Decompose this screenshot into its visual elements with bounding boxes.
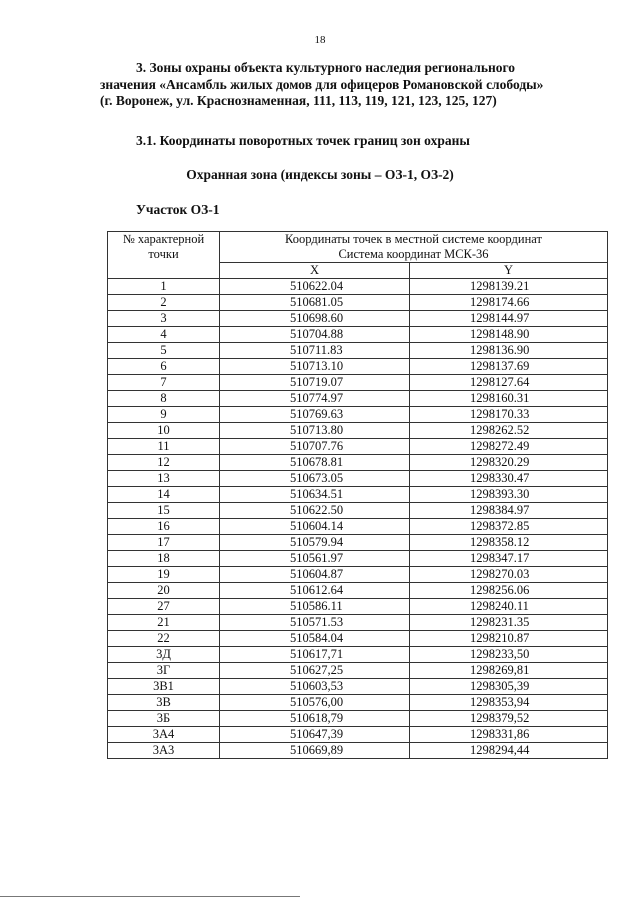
x-coordinate-cell: 510704.88: [220, 327, 410, 343]
x-coordinate-cell: 510713.80: [220, 423, 410, 439]
table-body: [108, 279, 608, 759]
point-number-cell: 14: [108, 487, 220, 503]
table-row: [108, 279, 608, 295]
point-number-cell: 15: [108, 503, 220, 519]
y-coordinate-cell: 1298262.52: [410, 423, 608, 439]
point-number-cell: 7: [108, 375, 220, 391]
header-x: X: [220, 263, 410, 279]
table-row: [108, 503, 608, 519]
x-coordinate-cell: 510647,39: [220, 727, 410, 743]
x-coordinate-cell: 510774.97: [220, 391, 410, 407]
y-coordinate-cell: 1298231.35: [410, 615, 608, 631]
x-coordinate-cell: 510584.04: [220, 631, 410, 647]
y-coordinate-cell: 1298170.33: [410, 407, 608, 423]
header-coordinates-line-1: Координаты точек в местной системе координат: [285, 232, 542, 246]
header-y: Y: [410, 263, 608, 279]
table-row: [108, 423, 608, 439]
y-coordinate-cell: 1298139.21: [410, 279, 608, 295]
y-coordinate-cell: 1298320.29: [410, 455, 608, 471]
point-number-cell: 13: [108, 471, 220, 487]
x-coordinate-cell: 510669,89: [220, 743, 410, 759]
point-number-cell: 3В: [108, 695, 220, 711]
table-row: [108, 631, 608, 647]
header-coordinates-line-2: Система координат МСК-36: [338, 247, 489, 261]
point-number-cell: 4: [108, 327, 220, 343]
table-row: [108, 519, 608, 535]
x-coordinate-cell: 510673.05: [220, 471, 410, 487]
point-number-cell: 9: [108, 407, 220, 423]
y-coordinate-cell: 1298233,50: [410, 647, 608, 663]
x-coordinate-cell: 510711.83: [220, 343, 410, 359]
point-number-cell: 5: [108, 343, 220, 359]
x-coordinate-cell: 510618,79: [220, 711, 410, 727]
y-coordinate-cell: 1298272.49: [410, 439, 608, 455]
y-coordinate-cell: 1298270.03: [410, 567, 608, 583]
y-coordinate-cell: 1298358.12: [410, 535, 608, 551]
point-number-cell: 18: [108, 551, 220, 567]
heading-line-3: (г. Воронеж, ул. Краснознаменная, 111, 113, 119, 121, 123, 125, 127): [100, 93, 497, 108]
x-coordinate-cell: 510707.76: [220, 439, 410, 455]
table-row: [108, 327, 608, 343]
y-coordinate-cell: 1298148.90: [410, 327, 608, 343]
table-row: [108, 439, 608, 455]
y-coordinate-cell: 1298330.47: [410, 471, 608, 487]
table-row: [108, 663, 608, 679]
table-row: [108, 455, 608, 471]
table-row: [108, 679, 608, 695]
point-number-cell: 3Г: [108, 663, 220, 679]
table-row: [108, 343, 608, 359]
x-coordinate-cell: 510612.64: [220, 583, 410, 599]
y-coordinate-cell: 1298347.17: [410, 551, 608, 567]
page-number: 18: [314, 34, 326, 46]
table-row: [108, 583, 608, 599]
table-row: [108, 551, 608, 567]
subsection-heading: 3.1. Координаты поворотных точек границ зон охраны: [136, 133, 470, 148]
x-coordinate-cell: 510617,71: [220, 647, 410, 663]
heading-line-2: значения «Ансамбль жилых домов для офицеров Романовской слободы»: [100, 76, 544, 92]
footer-rule: [0, 896, 300, 897]
header-coordinates: [220, 232, 608, 263]
point-number-cell: 3Б: [108, 711, 220, 727]
table-row: [108, 471, 608, 487]
coordinates-table: [107, 231, 608, 759]
table-row: [108, 695, 608, 711]
y-coordinate-cell: 1298144.97: [410, 311, 608, 327]
x-coordinate-cell: 510604.14: [220, 519, 410, 535]
section-heading: [100, 60, 620, 110]
table-row: [108, 727, 608, 743]
y-coordinate-cell: 1298137.69: [410, 359, 608, 375]
point-number-cell: 16: [108, 519, 220, 535]
x-coordinate-cell: 510604.87: [220, 567, 410, 583]
section-label: Участок ОЗ-1: [136, 202, 220, 217]
point-number-cell: 3: [108, 311, 220, 327]
y-coordinate-cell: 1298294,44: [410, 743, 608, 759]
table-row: [108, 599, 608, 615]
point-number-cell: 20: [108, 583, 220, 599]
table-row: [108, 711, 608, 727]
y-coordinate-cell: 1298305,39: [410, 679, 608, 695]
x-coordinate-cell: 510634.51: [220, 487, 410, 503]
table-row: [108, 407, 608, 423]
y-coordinate-cell: 1298372.85: [410, 519, 608, 535]
table-row: [108, 311, 608, 327]
x-coordinate-cell: 510698.60: [220, 311, 410, 327]
y-coordinate-cell: 1298127.64: [410, 375, 608, 391]
point-number-cell: 6: [108, 359, 220, 375]
x-coordinate-cell: 510719.07: [220, 375, 410, 391]
y-coordinate-cell: 1298379,52: [410, 711, 608, 727]
x-coordinate-cell: 510571.53: [220, 615, 410, 631]
point-number-cell: 2: [108, 295, 220, 311]
point-number-cell: 3А3: [108, 743, 220, 759]
point-number-cell: 21: [108, 615, 220, 631]
x-coordinate-cell: 510586.11: [220, 599, 410, 615]
x-coordinate-cell: 510678.81: [220, 455, 410, 471]
point-number-cell: 11: [108, 439, 220, 455]
x-coordinate-cell: 510561.97: [220, 551, 410, 567]
x-coordinate-cell: 510713.10: [220, 359, 410, 375]
point-number-cell: 12: [108, 455, 220, 471]
point-number-cell: 3Д: [108, 647, 220, 663]
y-coordinate-cell: 1298210.87: [410, 631, 608, 647]
point-number-cell: 19: [108, 567, 220, 583]
x-coordinate-cell: 510681.05: [220, 295, 410, 311]
point-number-cell: 22: [108, 631, 220, 647]
y-coordinate-cell: 1298384.97: [410, 503, 608, 519]
point-number-cell: 17: [108, 535, 220, 551]
table-row: [108, 487, 608, 503]
heading-line-1: 3. Зоны охраны объекта культурного наследия регионального: [136, 60, 516, 75]
y-coordinate-cell: 1298256.06: [410, 583, 608, 599]
point-number-cell: 3А4: [108, 727, 220, 743]
table-row: [108, 743, 608, 759]
x-coordinate-cell: 510579.94: [220, 535, 410, 551]
y-coordinate-cell: 1298331,86: [410, 727, 608, 743]
table-row: [108, 647, 608, 663]
table-row: [108, 567, 608, 583]
point-number-cell: 27: [108, 599, 220, 615]
point-number-cell: 8: [108, 391, 220, 407]
table-row: [108, 391, 608, 407]
y-coordinate-cell: 1298353,94: [410, 695, 608, 711]
x-coordinate-cell: 510603,53: [220, 679, 410, 695]
y-coordinate-cell: 1298174.66: [410, 295, 608, 311]
point-number-cell: 1: [108, 279, 220, 295]
table-row: [108, 359, 608, 375]
x-coordinate-cell: 510769.63: [220, 407, 410, 423]
point-number-cell: 10: [108, 423, 220, 439]
x-coordinate-cell: 510576,00: [220, 695, 410, 711]
y-coordinate-cell: 1298240.11: [410, 599, 608, 615]
y-coordinate-cell: 1298136.90: [410, 343, 608, 359]
table-row: [108, 375, 608, 391]
zone-title: Охранная зона (индексы зоны – ОЗ-1, ОЗ-2): [186, 167, 454, 182]
table-row: [108, 295, 608, 311]
x-coordinate-cell: 510622.04: [220, 279, 410, 295]
x-coordinate-cell: 510627,25: [220, 663, 410, 679]
point-number-cell: 3В1: [108, 679, 220, 695]
header-point-number: № характерной точки: [108, 232, 220, 279]
x-coordinate-cell: 510622.50: [220, 503, 410, 519]
y-coordinate-cell: 1298393.30: [410, 487, 608, 503]
table-row: [108, 535, 608, 551]
y-coordinate-cell: 1298269,81: [410, 663, 608, 679]
table-row: [108, 615, 608, 631]
y-coordinate-cell: 1298160.31: [410, 391, 608, 407]
